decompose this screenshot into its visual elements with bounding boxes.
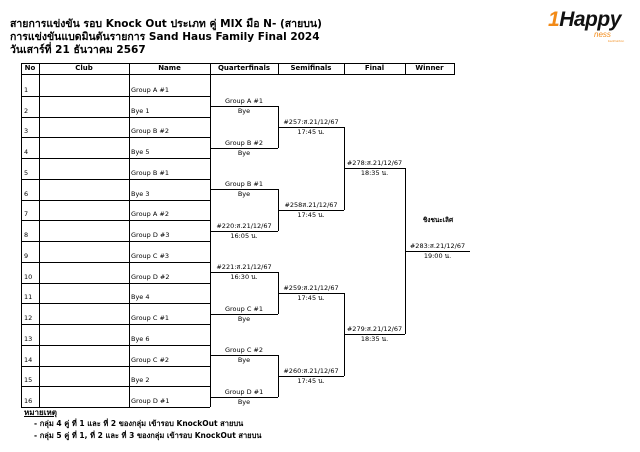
entrant-name: Bye 6 [131,335,150,343]
table-row [21,324,210,325]
row-number: 3 [24,127,29,135]
table-row [21,262,210,263]
qf-match-top: Group A #1 [225,97,263,105]
qf-match-bottom: 16:30 น. [230,273,258,281]
final-match-top: #279:ส.21/12/67 [346,325,403,333]
entrant-name: Bye 4 [131,293,150,301]
row-number: 10 [24,273,33,281]
entrant-name: Bye 5 [131,148,150,156]
qf-match-bottom: Bye [237,149,251,157]
row-number: 15 [24,376,33,384]
row-number: 11 [24,293,33,301]
table-row [21,241,210,242]
notes-title: หมายเหตุ [24,408,57,417]
row-number: 16 [24,397,33,405]
column-header-winner: Winner [405,63,454,75]
final-match-top: #278:ส.21/12/67 [346,159,403,167]
qf-match-top: Group C #2 [224,346,264,354]
row-number: 13 [24,335,33,343]
table-row [21,220,210,221]
table-row [21,117,210,118]
header-divider [278,63,279,75]
qf-match-bottom: 16:05 น. [230,232,258,240]
table-row [21,179,210,180]
table-row [21,366,210,367]
header-divider [129,63,130,75]
logo-sub: ness [594,30,611,39]
qf-match-bottom: Bye [237,107,251,115]
column-header-no: No [21,63,39,75]
event-date: วันเสาร์ที่ 21 ธันวาคม 2567 [10,44,146,56]
column-header-quarterfinals: Quarterfinals [210,63,278,75]
sf-match-bottom: 17:45 น. [297,294,325,302]
header-divider [405,63,406,75]
qf-match-top: Group C #1 [224,305,264,313]
qf-match-bottom: Bye [237,190,251,198]
sf-match-top: #257:ส.21/12/67 [283,118,339,126]
tournament-name: การแข่งขันแบดมินตันรายการ Sand Haus Family Final 2024 [10,31,320,43]
entrant-name: Group C #1 [131,314,170,322]
final-match-bottom: 18:35 น. [360,169,389,177]
row-number: 1 [24,86,29,94]
happyness-logo [548,8,630,42]
sf-match-bottom: 17:45 น. [297,377,325,385]
sf-match-top: #260:ส.21/12/67 [283,367,339,375]
logo-brand: Happy [559,8,621,31]
table-row [21,137,210,138]
qf-match-top: #220:ส.21/12/67 [216,222,272,230]
column-divider [39,75,40,407]
sf-match-bottom: 17:45 น. [297,211,325,219]
qf-match-top: #221:ส.21/12/67 [216,263,272,271]
entrant-name: Bye 2 [131,376,150,384]
table-row [21,200,210,201]
final-match-bottom: 18:35 น. [360,335,389,343]
table-row [21,345,210,346]
championship-label: ชิงชนะเลิศ [422,216,454,224]
logo-number: 1 [548,8,560,31]
header-divider [210,63,211,75]
winner-match-bottom: 19:00 น. [423,252,452,260]
entrant-name: Group B #2 [131,127,169,135]
document-title: สายการแข่งขัน รอบ Knock Out ประเภท คู่ MIX มือ N- (สายบน) [10,18,322,30]
row-number: 9 [24,252,29,260]
table-row [21,386,210,387]
table-row [21,303,210,304]
row-number: 4 [24,148,29,156]
entrant-name: Group C #2 [131,356,170,364]
entrant-name: Group B #1 [131,169,169,177]
header-divider [344,63,345,75]
row-number: 5 [24,169,29,177]
entrant-name: Group A #1 [131,86,169,94]
header-divider [454,63,455,75]
column-header-final: Final [344,63,405,75]
entrant-name: Bye 1 [131,107,150,115]
row-number: 6 [24,190,29,198]
entrant-name: Bye 3 [131,190,150,198]
table-row [21,158,210,159]
entrant-name: Group D #1 [131,397,170,405]
winner-match-top: #283:ส.21/12/67 [409,242,466,250]
qf-match-top: Group B #2 [225,139,263,147]
row-number: 14 [24,356,33,364]
sf-match-top: #259:ส.21/12/67 [283,284,339,292]
logo-tagline: badminton [608,39,625,43]
header-divider [39,63,40,75]
table-row [21,96,210,97]
table-row [21,283,210,284]
note-item: - กลุ่ม 5 คู่ ที่ 1, ที่ 2 และ ที่ 3 ของกลุ่ม เข้ารอบ KnockOut สายบน [34,431,262,440]
column-header-semifinals: Semifinals [278,63,344,75]
qf-match-top: Group D #1 [224,388,264,396]
row-number: 12 [24,314,33,322]
sf-match-top: #258ส.21/12/67 [284,201,338,209]
entrant-name: Group D #2 [131,273,170,281]
row-number: 7 [24,210,29,218]
column-header-club: Club [39,63,129,75]
entrant-name: Group D #3 [131,231,170,239]
note-item: - กลุ่ม 4 คู่ ที่ 1 และ ที่ 2 ของกลุ่ม เข้ารอบ KnockOut สายบน [34,419,244,428]
sf-match-bottom: 17:45 น. [297,128,325,136]
entrant-name: Group C #3 [131,252,170,260]
row-number: 8 [24,231,29,239]
qf-match-bottom: Bye [237,315,251,323]
qf-match-bottom: Bye [237,398,251,406]
entrant-name: Group A #2 [131,210,169,218]
header-divider [21,63,22,75]
column-divider [129,75,130,407]
column-header-name: Name [129,63,210,75]
column-divider [21,75,22,407]
qf-match-bottom: Bye [237,356,251,364]
row-number: 2 [24,107,29,115]
qf-match-top: Group B #1 [225,180,263,188]
